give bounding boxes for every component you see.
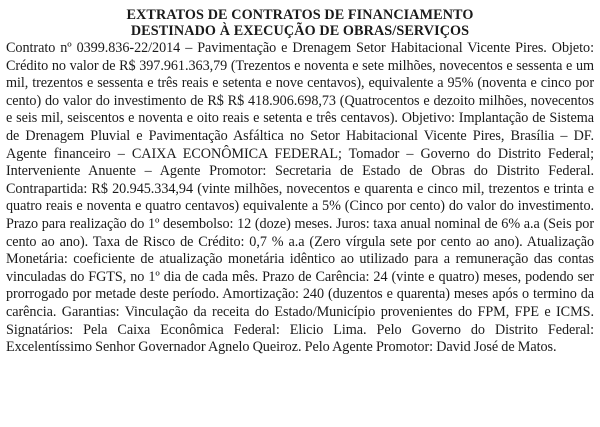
- title-line-1: EXTRATOS DE CONTRATOS DE FINANCIAMENTO: [126, 7, 474, 23]
- title-line-2: DESTINADO À EXECUÇÃO DE OBRAS/SERVIÇOS: [130, 22, 470, 39]
- contract-extract-body: Contrato nº 0399.836-22/2014 – Pavimentação e Drenagem Setor Habitacional Vicente Pires. Objeto: Crédito no valor de R$ 397.961.363,79 (Trezentos e noventa e sete milhões, novecentos e sessenta e um mil, trezentos e sessenta e três reais e setenta e nove centavos), equivalente a 95% (noventa e cinco por cento) do valor do investimento de R$ R$ 418.906.698,73 (Quatrocentos e dezoito milhões, novecentos e seis mil, seiscentos e noventa e oito reais e setenta e três centavos). Objetivo: Implantação de Sistema de Drenagem Pluvial e Pavimentação Asfáltica no Setor Habitacional Vicente Pires, Brasília – DF. Agente financeiro – CAIXA ECONÔMICA FEDERAL; Tomador – Governo do Distrito Federal; Interveniente Anuente – Agente Promotor: Secretaria de Estado de Obras do Distrito Federal. Contrapartida: R$ 20.945.334,94 (vinte milhões, novecentos e quarenta e cinco mil, trezentos e trinta e quatro reais e noventa e quatro centavos) equivalente a 5% (Cinco por cento) do valor do investimento. Prazo para realização do 1º desembolso: 12 (doze) meses. Juros: taxa anual nominal de 6% a.a (Seis por cento ao ano). Taxa de Risco de Crédito: 0,7 % a.a (Zero vírgula sete por cento ao ano). Atualização Monetária: coeficiente de atualização monetária idêntico ao utilizado para a remuneração das contas vinculadas do FGTS, no 1º dia de cada mês. Prazo de Carência: 24 (vinte e quatro) meses, podendo ser prorrogado por metade deste período. Amortização: 240 (duzentos e quarenta) meses após o termino da carência. Garantias: Vinculação da receita do Estado/Município provenientes do FPM, FPE e ICMS. Signatários: Pela Caixa Econômica Federal: Elicio Lima. Pelo Governo do Distrito Federal: Excelentíssimo Senhor Governador Agnelo Queiroz. Pelo Agente Promotor: David José de Matos.: [6, 40, 594, 356]
- document-title: [6, 8, 594, 39]
